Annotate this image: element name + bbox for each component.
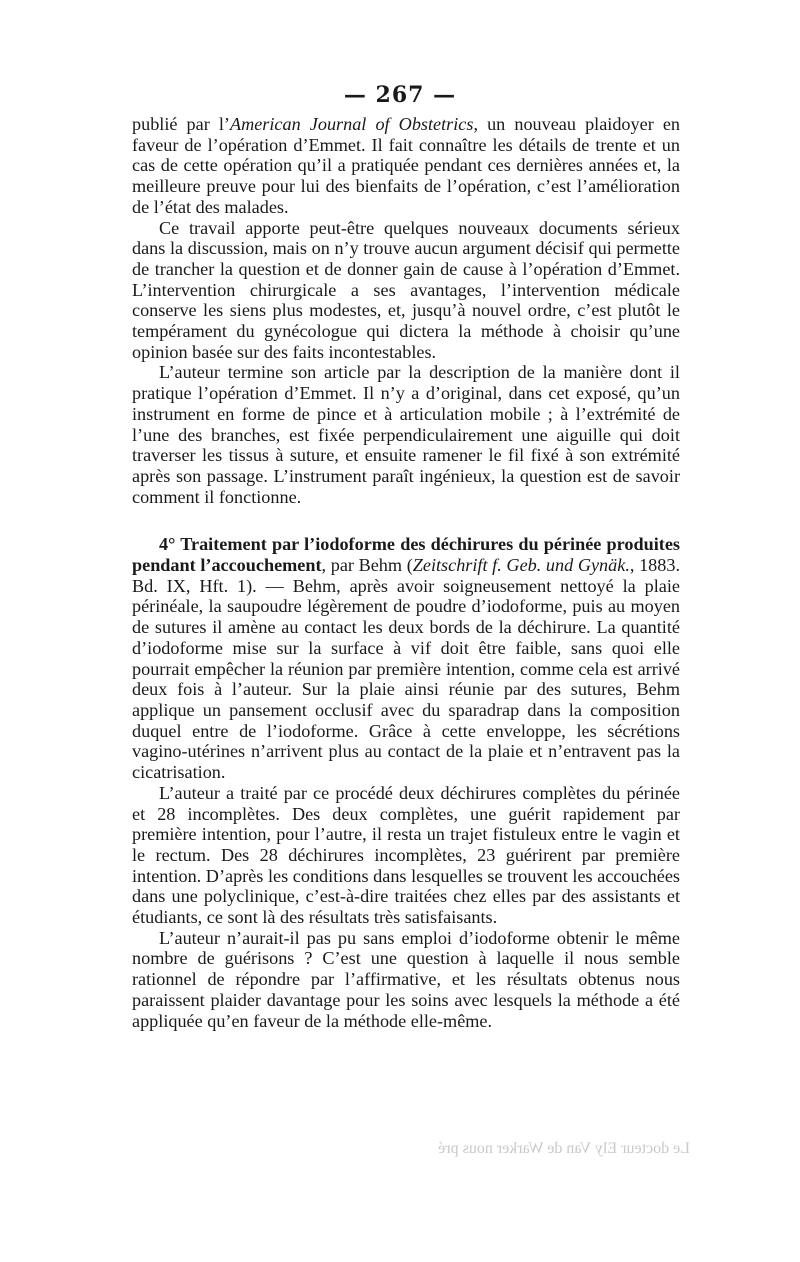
- section-4: 4° Traitement par l’iodoforme des déchirures du périnée produites pendant l’accouchement, par Behm (Zeitschrift f. Geb. und Gynäk., 1883. Bd. IX, Hft. 1). — Behm, après avoir soigneusement nettoyé la plaie périnéale, la saupoudre légèrement de poudre d’iodoforme, puis au moyen de sutures il amène au contact les deux bords de la déchirure. La quantité d’iodoforme mise sur la surface à vif doit être faible, sans quoi elle pourrait empêcher la réunion par première intention, comme cela est arrivé deux fois à l’auteur. Sur la plaie ainsi réunie par des sutures, Behm applique un pansement occlusif avec du sparadrap dans la composition duquel entre de l’iodoforme. Grâce à cette enveloppe, les sécrétions vagino-utérines n’arrivent plus au contact de la plaie et n’entravent pas la cicatrisation.: [132, 534, 680, 783]
- paragraph-6: L’auteur n’aurait-il pas pu sans emploi d’iodoforme obtenir le même nombre de guérisons ? C’est une question à laquelle il nous semble rationnel de répondre par l’affirmative, et les résultats obtenus nous paraissent plaider davantage pour les soins avec lesquels la méthode a été appliquée qu’en faveur de la méthode elle-même.: [132, 927, 680, 1031]
- journal-title: Zeitschrift f. Geb. und Gynäk.: [412, 555, 630, 576]
- section-heading: 4° Traitement par l’iodoforme des déchirures du périnée produites pendant l’accouchement: [132, 534, 680, 576]
- bleed-through-text: Le docteur Ely Van de Warker nous pré: [438, 1140, 690, 1157]
- paragraph-2: Ce travail apporte peut-être quelques nouveaux documents sérieux dans la discussion, mais on n’y trouve aucun argument décisif qui permette de trancher la question et de donner gain de cause à l’opération d’Emmet. L’intervention chirurgicale a ses avantages, l’intervention médicale conserve les siens plus modestes, et, jusqu’à nouvel ordre, c’est plutôt le tempérament du gynécologue qui dictera la méthode à choisir qu’une opinion basée sur des faits incontestables.: [132, 217, 680, 362]
- paragraph-3: L’auteur termine son article par la description de la manière dont il pratique l’opération d’Emmet. Il n’y a d’original, dans cet exposé, qu’un instrument en forme de pince et à articulation mobile ; à l’extrémité de l’une des branches, est fixée perpendiculairement une aiguille qui doit traverser les tissus à suture, et ensuite ramener le fil fixé à son extrémité après son passage. L’instrument paraît ingénieux, la question est de savoir comment il fonctionne.: [132, 362, 680, 507]
- paragraph-1: publié par l’American Journal of Obstetrics, un nouveau plaidoyer en faveur de l’opération d’Emmet. Il fait connaître les détails de trente et un cas de cette opération qu’il a pratiquée pendant ces dernières années et, la meilleure preuve pour lui des bienfaits de l’opération, c’est l’amélioration de l’état des malades.: [132, 114, 681, 217]
- page-number: — 267 —: [343, 82, 457, 108]
- body-text: [132, 114, 680, 1031]
- journal-title: American Journal of Obstetrics: [229, 114, 474, 134]
- paragraph-5: L’auteur a traité par ce procédé deux déchirures complètes du périnée et 28 incomplètes. Des deux complètes, une guérit rapidement par première intention, pour l’autre, il resta un trajet fistuleux entre le vagin et le rectum. Des 28 déchirures incomplètes, 23 guérirent par première intention. D’après les conditions dans lesquelles se trouvent les accouchées dans une polyclinique, c’est-à-dire traitées chez elles par des assistants et étudiants, ce sont là des résultats très satisfaisants.: [132, 782, 680, 928]
